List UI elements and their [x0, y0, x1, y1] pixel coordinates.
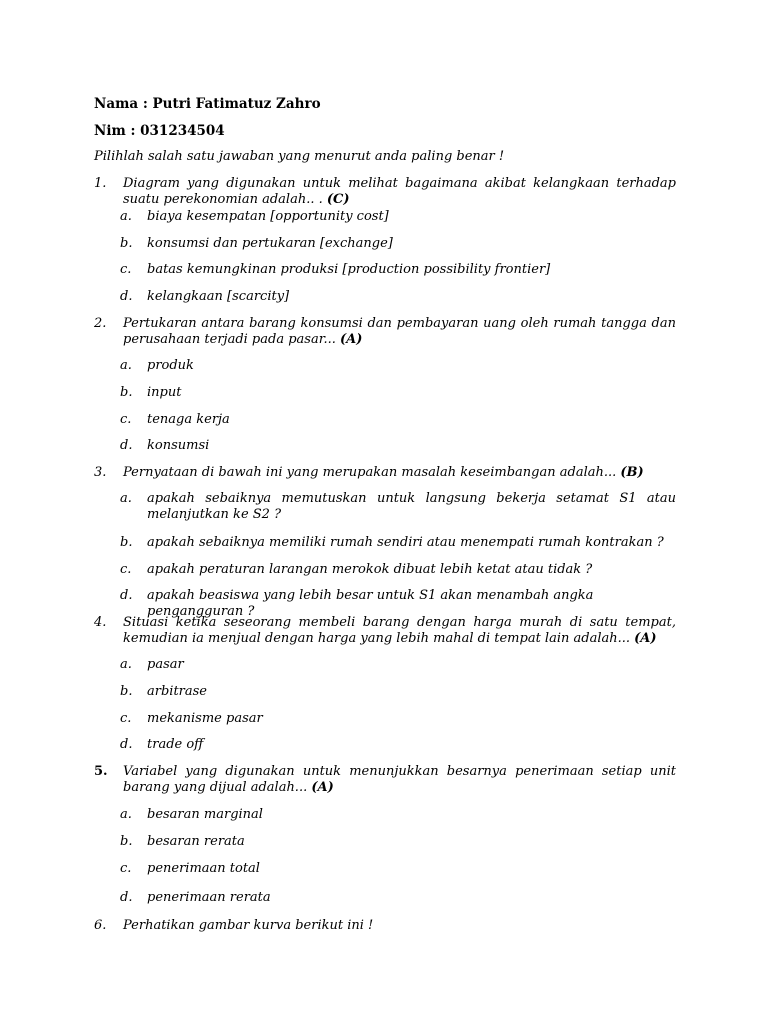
- question-text: Pernyataan di bawah ini yang merupakan masalah keseimbangan adalah... (B): [123, 465, 644, 480]
- student-name: Nama : Putri Fatimatuz Zahro: [94, 96, 321, 112]
- question-number: 6.: [94, 918, 107, 933]
- question-text: Pertukaran antara barang konsumsi dan pembayaran uang oleh rumah tangga dan perusahaan terjadi pada pasar... (A): [123, 316, 676, 347]
- option-1b: b. konsumsi dan pertukaran [exchange]: [120, 236, 393, 251]
- option-4b: b. arbitrase: [120, 684, 207, 699]
- option-2c: c. tenaga kerja: [120, 412, 230, 427]
- option-2b: b. input: [120, 385, 182, 400]
- question-number: 1.: [94, 176, 107, 191]
- option-5a: a. besaran marginal: [120, 807, 263, 822]
- question-text: Variabel yang digunakan untuk menunjukkan besarnya penerimaan setiap unit barang yang dijual adalah... (A): [123, 764, 676, 795]
- question-4: [94, 615, 676, 647]
- question-number: 3.: [94, 465, 107, 480]
- option-4c: c. mekanisme pasar: [120, 711, 263, 726]
- answer-key: (C): [326, 192, 350, 207]
- option-1a: a. biaya kesempatan [opportunity cost]: [120, 209, 389, 224]
- question-1: [94, 176, 676, 208]
- option-5b: b. besaran rerata: [120, 834, 245, 849]
- option-5c: c. penerimaan total: [120, 861, 260, 876]
- option-3c: c. apakah peraturan larangan merokok dibuat lebih ketat atau tidak ?: [120, 562, 593, 577]
- answer-key: (A): [634, 631, 657, 646]
- option-4a: a. pasar: [120, 657, 184, 672]
- question-number: 4.: [94, 615, 107, 630]
- option-1c: c. batas kemungkinan produksi [production possibility frontier]: [120, 262, 551, 277]
- instruction-text: Pilihlah salah satu jawaban yang menurut anda paling benar !: [94, 149, 505, 164]
- question-text: Situasi ketika seseorang membeli barang dengan harga murah di satu tempat, kemudian ia menjual dengan harga yang lebih mahal di tempat lain adalah... (A): [123, 615, 676, 646]
- option-3a: a. apakah sebaiknya memutuskan untuk langsung bekerja setamat S1 atau melanjutkan ke S2 ?: [120, 491, 676, 522]
- question-text: Perhatikan gambar kurva berikut ini !: [123, 918, 374, 933]
- question-text: Diagram yang digunakan untuk melihat bagaimana akibat kelangkaan terhadap suatu perekonomian adalah.. . (C): [123, 176, 676, 207]
- student-nim: Nim : 031234504: [94, 123, 225, 139]
- answer-key: (B): [620, 465, 644, 480]
- option-3d: d. apakah beasiswa yang lebih besar untuk S1 akan menambah angka pengangguran ?: [120, 588, 594, 619]
- question-number: 2.: [94, 316, 107, 331]
- answer-key: (A): [311, 780, 334, 795]
- option-2d: d. konsumsi: [120, 438, 210, 453]
- question-6: [94, 918, 676, 934]
- question-3: [94, 465, 676, 481]
- option-3b: b. apakah sebaiknya memiliki rumah sendiri atau menempati rumah kontrakan ?: [120, 535, 664, 550]
- option-4d: d. trade off: [120, 737, 204, 752]
- question-2: [94, 316, 676, 348]
- option-5d: d. penerimaan rerata: [120, 890, 271, 905]
- option-2a: a. produk: [120, 358, 194, 373]
- option-1d: d. kelangkaan [scarcity]: [120, 289, 290, 304]
- answer-key: (A): [340, 332, 363, 347]
- question-5: [94, 764, 676, 796]
- question-number: 5.: [94, 764, 108, 779]
